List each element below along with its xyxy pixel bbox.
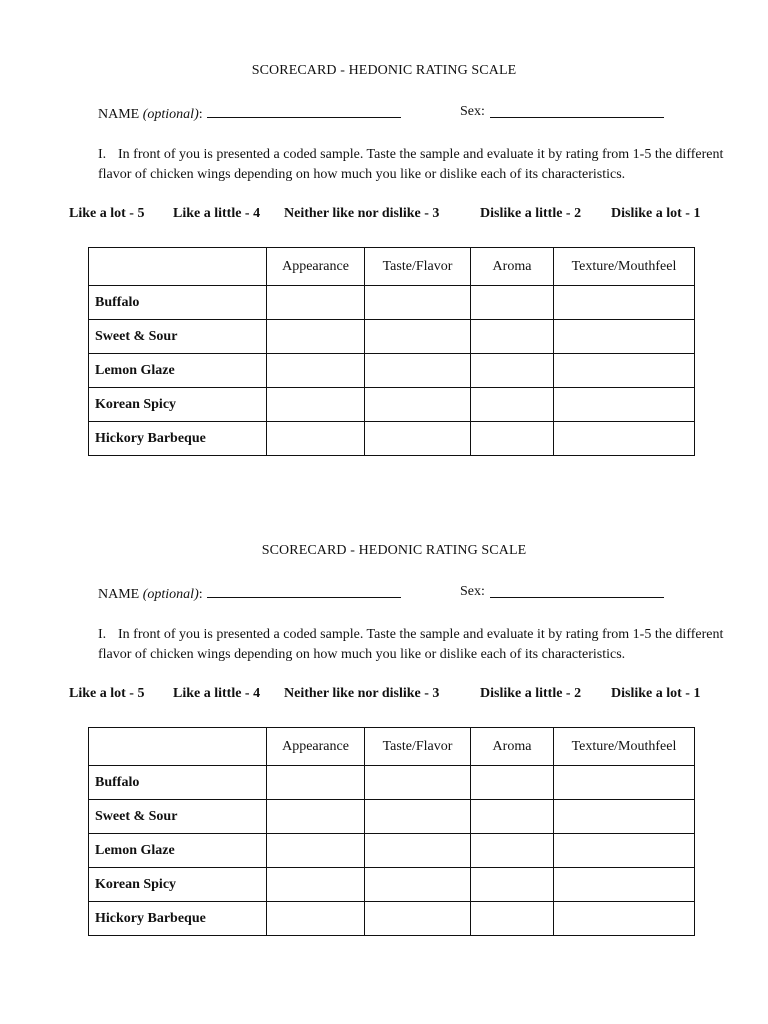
row-label-lemon-glaze: Lemon Glaze bbox=[89, 834, 267, 868]
name-sex-row bbox=[98, 584, 485, 603]
rating-cell[interactable] bbox=[471, 834, 554, 868]
rating-cell[interactable] bbox=[365, 902, 471, 936]
rating-table bbox=[88, 727, 695, 936]
rating-cell[interactable] bbox=[365, 422, 471, 456]
instruction-numeral: I. bbox=[98, 147, 107, 162]
rating-cell[interactable] bbox=[471, 422, 554, 456]
rating-cell[interactable] bbox=[554, 766, 695, 800]
instruction-text: In front of you is presented a coded sample. Taste the sample and evaluate it by rating from 1-5 the different flavor of chicken wings depending on how much you like or dislike each of its characteristics. bbox=[98, 627, 724, 662]
table-row bbox=[89, 766, 695, 800]
scale-neither: Neither like nor dislike - 3 bbox=[284, 686, 440, 701]
rating-cell[interactable] bbox=[471, 388, 554, 422]
table-row bbox=[89, 834, 695, 868]
row-label-hickory-barbeque: Hickory Barbeque bbox=[89, 422, 267, 456]
table-row bbox=[89, 388, 695, 422]
row-label-korean-spicy: Korean Spicy bbox=[89, 388, 267, 422]
sex-field[interactable] bbox=[490, 584, 664, 598]
name-field[interactable] bbox=[207, 104, 401, 118]
name-optional-note: (optional) bbox=[142, 107, 199, 122]
rating-cell[interactable] bbox=[267, 286, 365, 320]
header-corner bbox=[89, 728, 267, 766]
scale-dislike-a-little: Dislike a little - 2 bbox=[480, 206, 582, 221]
row-label-lemon-glaze: Lemon Glaze bbox=[89, 354, 267, 388]
instruction-numeral: I. bbox=[98, 627, 107, 642]
rating-cell[interactable] bbox=[365, 388, 471, 422]
name-field[interactable] bbox=[207, 584, 401, 598]
rating-cell[interactable] bbox=[471, 766, 554, 800]
header-appearance: Appearance bbox=[267, 248, 365, 286]
rating-cell[interactable] bbox=[267, 902, 365, 936]
rating-cell[interactable] bbox=[554, 902, 695, 936]
table-row bbox=[89, 286, 695, 320]
rating-cell[interactable] bbox=[471, 868, 554, 902]
table-row bbox=[89, 422, 695, 456]
sex-field[interactable] bbox=[490, 104, 664, 118]
rating-cell[interactable] bbox=[554, 388, 695, 422]
table-header-row bbox=[89, 728, 695, 766]
sex-label: Sex: bbox=[460, 584, 485, 599]
rating-cell[interactable] bbox=[365, 868, 471, 902]
rating-cell[interactable] bbox=[554, 422, 695, 456]
scale-dislike-a-lot: Dislike a lot - 1 bbox=[611, 206, 701, 221]
rating-cell[interactable] bbox=[554, 834, 695, 868]
header-texture-mouthfeel: Texture/Mouthfeel bbox=[554, 728, 695, 766]
rating-cell[interactable] bbox=[554, 800, 695, 834]
rating-cell[interactable] bbox=[267, 354, 365, 388]
sex-label: Sex: bbox=[460, 104, 485, 119]
table-row bbox=[89, 800, 695, 834]
scale-like-a-lot: Like a lot - 5 bbox=[69, 206, 145, 221]
scale-dislike-a-lot: Dislike a lot - 1 bbox=[611, 686, 701, 701]
row-label-hickory-barbeque: Hickory Barbeque bbox=[89, 902, 267, 936]
scale-neither: Neither like nor dislike - 3 bbox=[284, 206, 440, 221]
name-colon: : bbox=[198, 587, 203, 602]
rating-cell[interactable] bbox=[471, 320, 554, 354]
header-taste-flavor: Taste/Flavor bbox=[365, 248, 471, 286]
rating-table bbox=[88, 247, 695, 456]
rating-cell[interactable] bbox=[365, 800, 471, 834]
table-row bbox=[89, 902, 695, 936]
scale-dislike-a-little: Dislike a little - 2 bbox=[480, 686, 582, 701]
rating-cell[interactable] bbox=[471, 902, 554, 936]
row-label-buffalo: Buffalo bbox=[89, 766, 267, 800]
header-corner bbox=[89, 248, 267, 286]
name-sex-row bbox=[98, 104, 485, 123]
header-appearance: Appearance bbox=[267, 728, 365, 766]
rating-cell[interactable] bbox=[365, 354, 471, 388]
rating-scale bbox=[0, 686, 768, 706]
scorecard-title: SCORECARD - HEDONIC RATING SCALE bbox=[251, 63, 517, 78]
rating-cell[interactable] bbox=[554, 868, 695, 902]
row-label-buffalo: Buffalo bbox=[89, 286, 267, 320]
rating-cell[interactable] bbox=[267, 868, 365, 902]
scale-like-a-lot: Like a lot - 5 bbox=[69, 686, 145, 701]
instructions bbox=[98, 145, 728, 184]
row-label-sweet-sour: Sweet & Sour bbox=[89, 320, 267, 354]
name-label: NAME bbox=[98, 107, 140, 122]
rating-cell[interactable] bbox=[365, 766, 471, 800]
rating-scale bbox=[0, 206, 768, 226]
rating-cell[interactable] bbox=[471, 800, 554, 834]
name-label: NAME bbox=[98, 587, 140, 602]
table-row bbox=[89, 320, 695, 354]
rating-cell[interactable] bbox=[471, 286, 554, 320]
row-label-sweet-sour: Sweet & Sour bbox=[89, 800, 267, 834]
rating-cell[interactable] bbox=[267, 800, 365, 834]
rating-cell[interactable] bbox=[267, 320, 365, 354]
row-label-korean-spicy: Korean Spicy bbox=[89, 868, 267, 902]
name-optional-note: (optional) bbox=[142, 587, 199, 602]
rating-cell[interactable] bbox=[267, 388, 365, 422]
rating-cell[interactable] bbox=[554, 286, 695, 320]
rating-cell[interactable] bbox=[267, 766, 365, 800]
scale-like-a-little: Like a little - 4 bbox=[173, 206, 261, 221]
rating-cell[interactable] bbox=[554, 354, 695, 388]
rating-cell[interactable] bbox=[365, 320, 471, 354]
header-aroma: Aroma bbox=[471, 728, 554, 766]
header-aroma: Aroma bbox=[471, 248, 554, 286]
rating-cell[interactable] bbox=[471, 354, 554, 388]
scale-like-a-little: Like a little - 4 bbox=[173, 686, 261, 701]
table-row bbox=[89, 354, 695, 388]
instruction-text: In front of you is presented a coded sample. Taste the sample and evaluate it by rating from 1-5 the different flavor of chicken wings depending on how much you like or dislike each of its characteristics. bbox=[98, 147, 724, 182]
table-header-row bbox=[89, 248, 695, 286]
name-colon: : bbox=[198, 107, 203, 122]
table-row bbox=[89, 868, 695, 902]
rating-cell[interactable] bbox=[554, 320, 695, 354]
scorecard-title: SCORECARD - HEDONIC RATING SCALE bbox=[261, 543, 527, 558]
rating-cell[interactable] bbox=[267, 422, 365, 456]
header-taste-flavor: Taste/Flavor bbox=[365, 728, 471, 766]
header-texture-mouthfeel: Texture/Mouthfeel bbox=[554, 248, 695, 286]
rating-cell[interactable] bbox=[267, 834, 365, 868]
rating-cell[interactable] bbox=[365, 286, 471, 320]
rating-cell[interactable] bbox=[365, 834, 471, 868]
instructions bbox=[98, 625, 728, 664]
